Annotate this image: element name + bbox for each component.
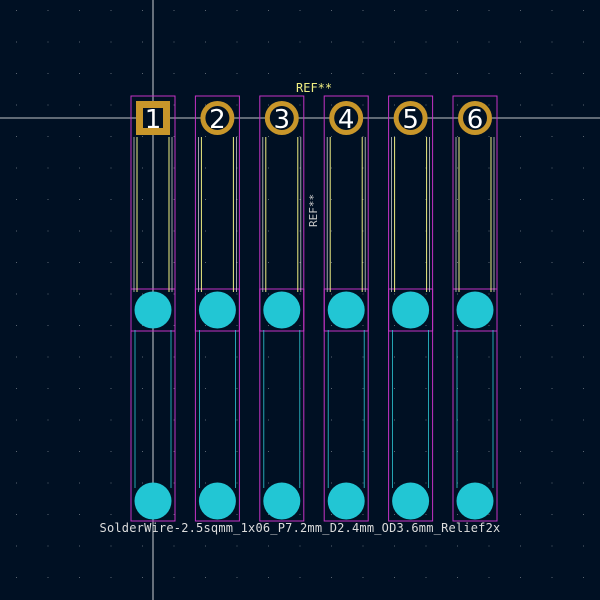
- pad-number-2: 2: [209, 105, 226, 135]
- pin-group-2: [195, 96, 239, 521]
- relief-hole-lower: [328, 483, 365, 520]
- relief-hole-lower: [263, 483, 300, 520]
- reference-designator-top[interactable]: REF**: [296, 81, 333, 95]
- relief-hole-lower: [457, 483, 494, 520]
- relief-hole-upper: [135, 292, 172, 329]
- pin-group-3: [260, 96, 304, 521]
- pad-number-5: 5: [402, 105, 419, 135]
- pin-group-5: [389, 96, 433, 521]
- relief-hole-upper: [328, 292, 365, 329]
- grid-dots: [16, 10, 584, 578]
- relief-hole-lower: [199, 483, 236, 520]
- relief-hole-upper: [199, 292, 236, 329]
- pin-group-4: [324, 96, 368, 521]
- pad-number-1: 1: [144, 105, 162, 135]
- pad-number-6: 6: [466, 105, 484, 135]
- relief-hole-upper: [457, 292, 494, 329]
- relief-hole-lower: [135, 483, 172, 520]
- relief-hole-upper: [392, 292, 429, 329]
- pad-number-3: 3: [273, 105, 291, 135]
- pad-number-4: 4: [337, 105, 355, 135]
- footprint-name-label[interactable]: SolderWire-2.5sqmm_1x06_P7.2mm_D2.4mm_OD3.6mm_Relief2x: [99, 521, 501, 535]
- relief-hole-lower: [392, 483, 429, 520]
- relief-hole-upper: [263, 292, 300, 329]
- pin-group-6: [453, 96, 497, 521]
- reference-designator-side[interactable]: REF**: [307, 193, 320, 227]
